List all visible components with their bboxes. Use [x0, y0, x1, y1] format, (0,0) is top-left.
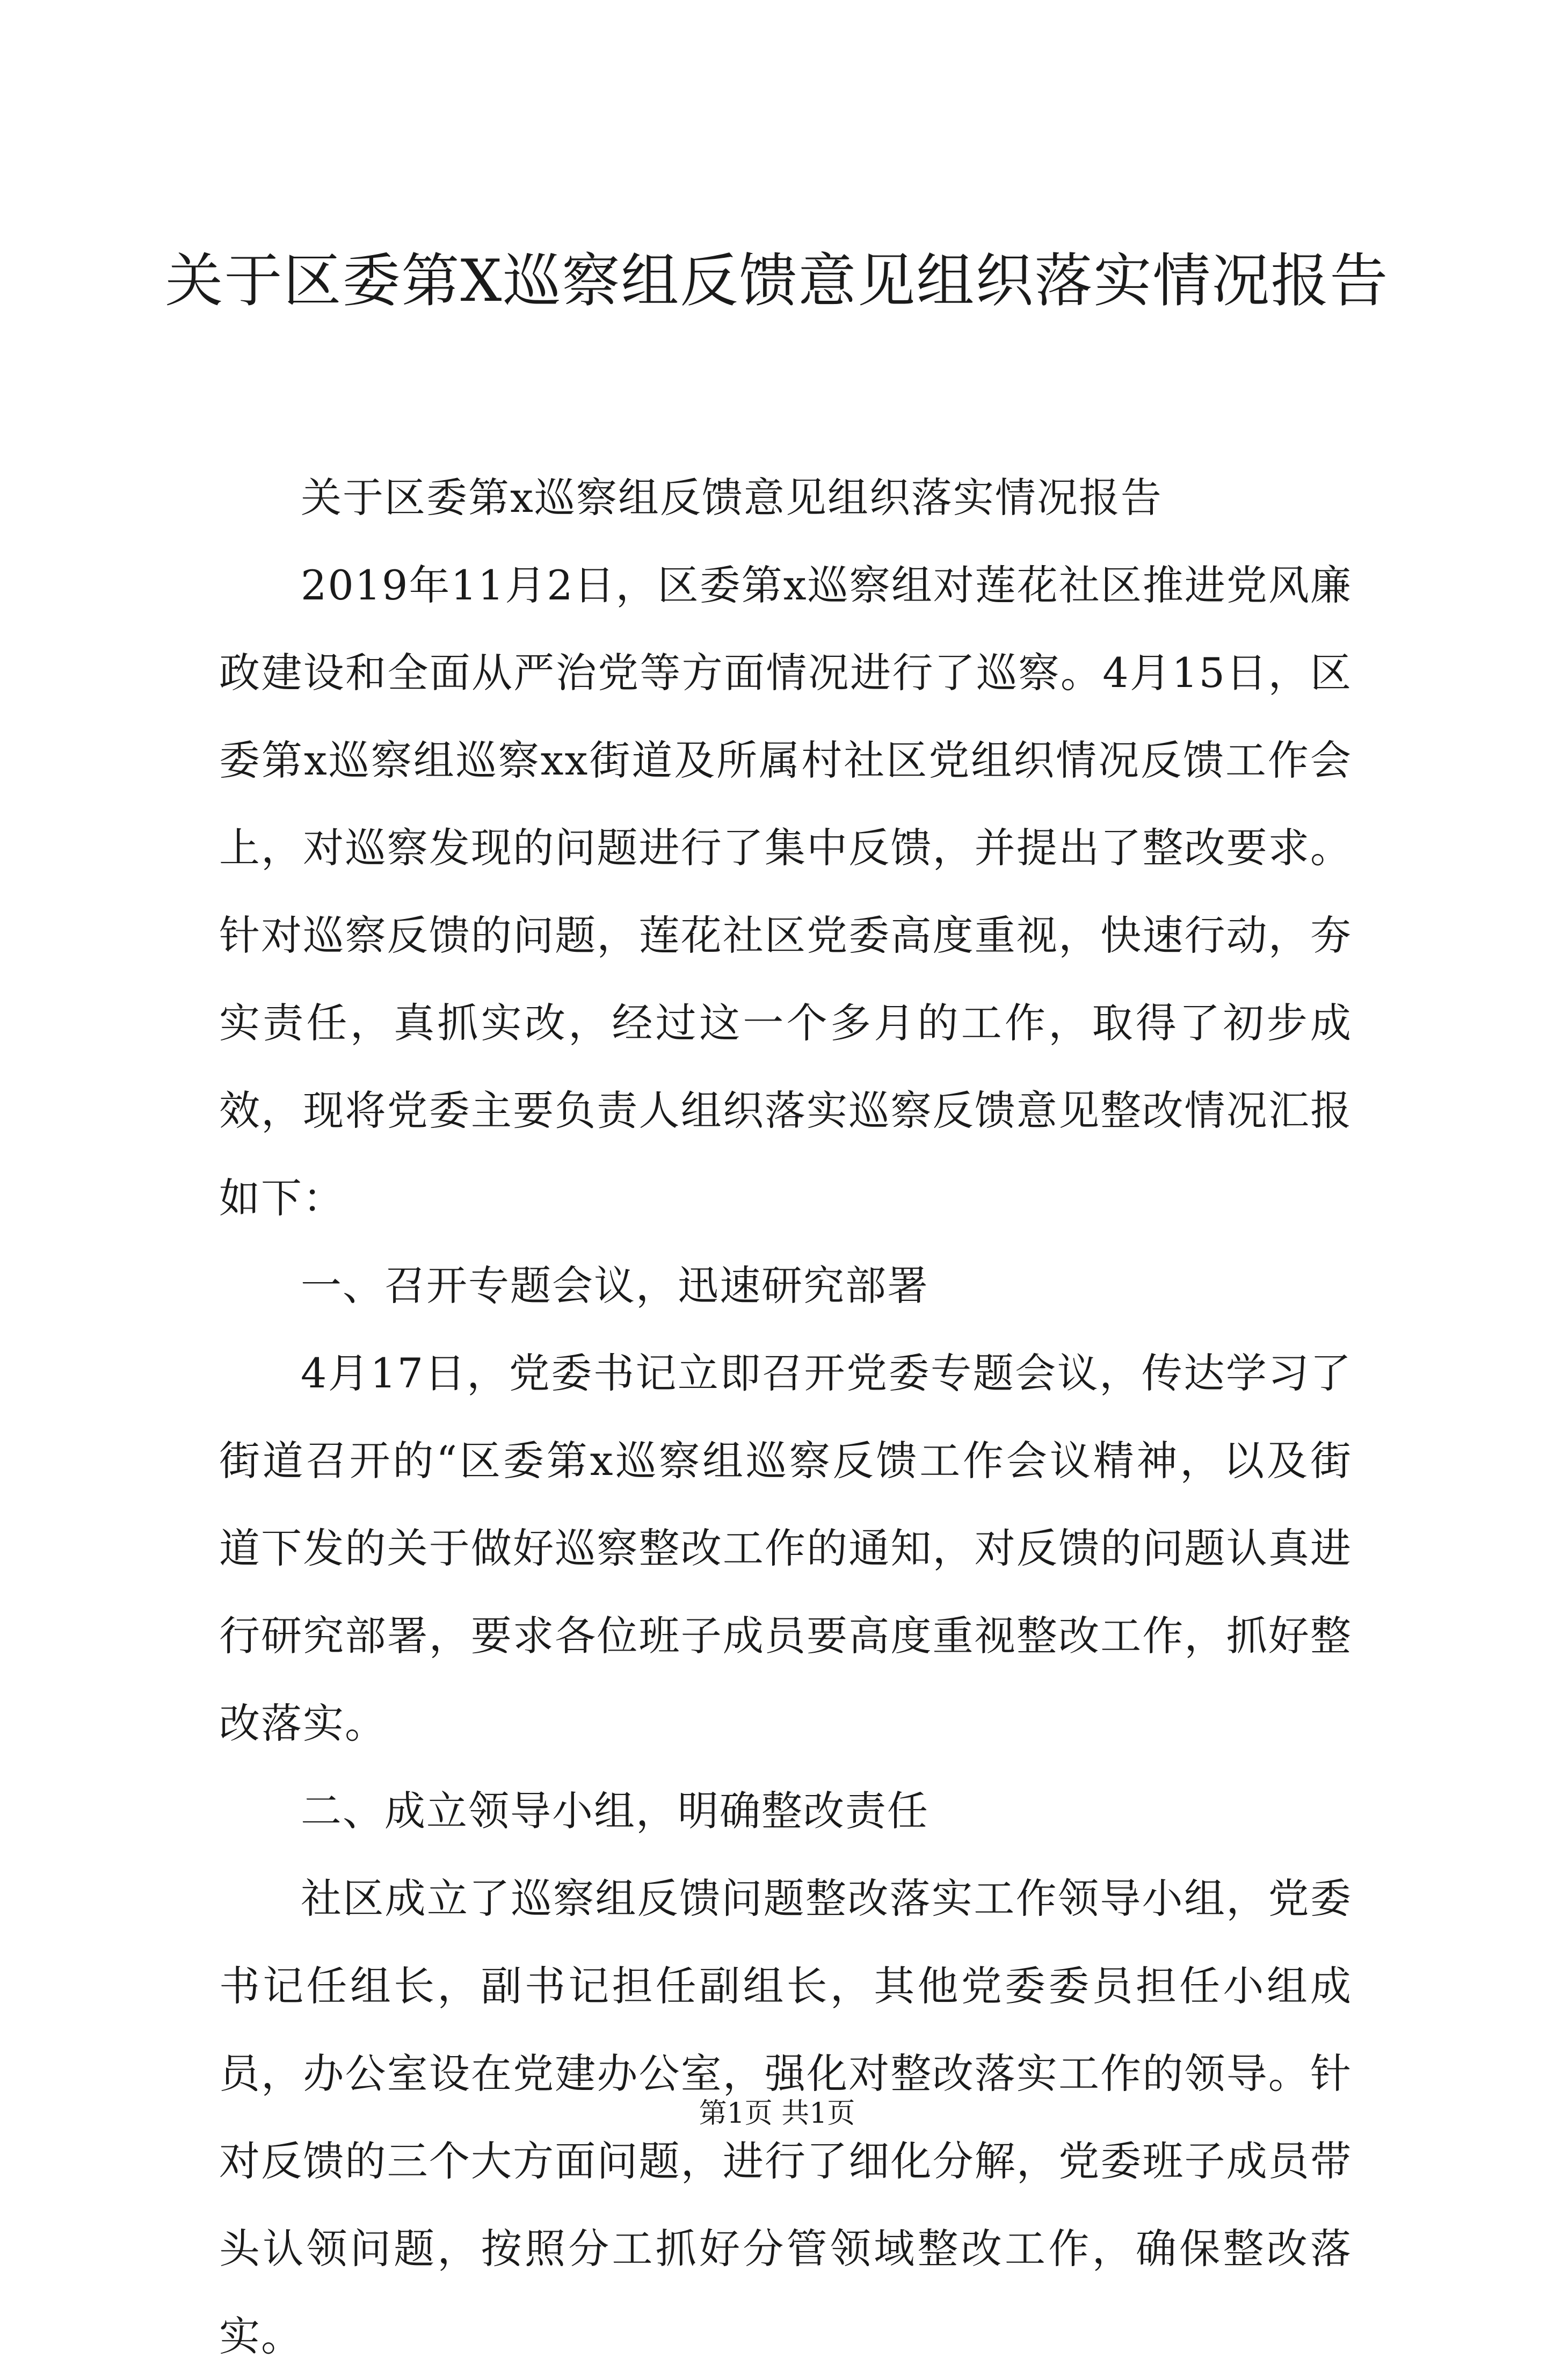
page-footer: 第1页 共1页 [699, 2097, 855, 2130]
document-body [219, 454, 1352, 2380]
paragraph-section-1: 4月17日，党委书记立即召开党委专题会议，传达学习了街道召开的“区委第x巡察组巡察反馈工作会议精神，以及街道下发的关于做好巡察整改工作的通知，对反馈的问题认真进行研究部署，要求各位班子成员要高度重视整改工作，抓好整改落实。 [219, 1349, 1352, 1747]
section-heading-1: 一、召开专题会议，迅速研究部署 [301, 1262, 929, 1310]
paragraph-section-2: 社区成立了巡察组反馈问题整改落实工作领导小组，党委书记任组长，副书记担任副组长，其他党委委员担任小组成员，办公室设在党建办公室，强化对整改落实工作的领导。针对反馈的三个大方面问题，进行了细化分解，党委班子成员带头认领问题，按照分工抓好分管领域整改工作，确保整改落实。 [219, 1875, 1352, 2360]
paragraph-intro: 2019年11月2日，区委第x巡察组对莲花社区推进党风廉政建设和全面从严治党等方面情况进行了巡察。4月15日，区委第x巡察组巡察xx街道及所属村社区党组织情况反馈工作会上，对巡察发现的问题进行了集中反馈，并提出了整改要求。针对巡察反馈的问题，莲花社区党委高度重视，快速行动，夯实责任，真抓实改，经过这一个多月的工作，取得了初步成效，现将党委主要负责人组织落实巡察反馈意见整改情况汇报如下： [219, 561, 1352, 1222]
document-title: 关于区委第X巡察组反馈意见组织落实情况报告 [165, 248, 1389, 315]
paragraph-subtitle: 关于区委第x巡察组反馈意见组织落实情况报告 [301, 474, 1163, 522]
section-heading-2: 二、成立领导小组，明确整改责任 [301, 1787, 929, 1835]
